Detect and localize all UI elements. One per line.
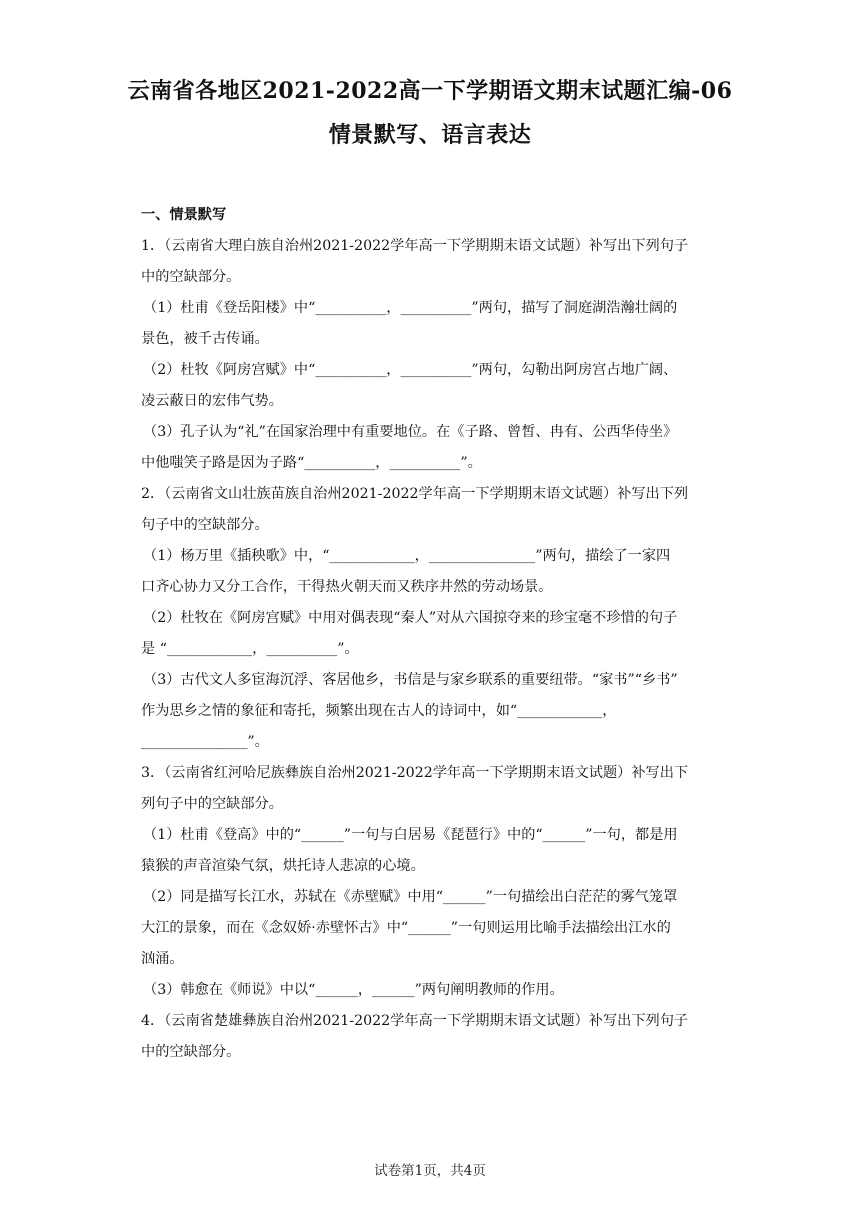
- question-1-item-1: （1）杜甫《登岳阳楼》中“__________，__________”两句，描写了洞庭湖浩瀚壮阔的: [143, 300, 678, 316]
- question-3-item-2: （2）同是描写长江水，苏轼在《赤壁赋》中用“______”一句描绘出白茫茫的雾气笼罩: [143, 889, 678, 905]
- question-3-item-3: （3）韩愈在《师说》中以“______，______”两句阐明教师的作用。: [143, 982, 564, 998]
- question-3-item-1: （1）杜甫《登高》中的“______”一句与白居易《琵琶行》中的“______”一句，都是用: [143, 827, 678, 843]
- question-2-item-2: （2）杜牧在《阿房宫赋》中用对偶表现“秦人”对从六国掠夺来的珍宝毫不珍惜的句子: [143, 610, 678, 626]
- question-2-intro-cont: 句子中的空缺部分。: [141, 517, 269, 533]
- question-1-item-3: （3）孔子认为“礼”在国家治理中有重要地位。在《子路、曾皙、冉有、公西华侍坐》: [143, 424, 678, 440]
- question-2-item-3-cont-2: _______________”。: [141, 734, 269, 750]
- question-3-item-2-cont-2: 汹涌。: [141, 951, 184, 967]
- question-2-intro: 2．（云南省文山壮族苗族自治州2021-2022学年高一下学期期末语文试题）补写出下列: [141, 486, 689, 502]
- question-3-intro-cont: 列句子中的空缺部分。: [141, 796, 283, 812]
- question-3-item-1-cont: 猿猴的声音渲染气氛，烘托诗人悲凉的心境。: [141, 858, 425, 874]
- question-2-item-3: （3）古代文人多宦海沉浮、客居他乡，书信是与家乡联系的重要纽带。“家书”“乡书”: [143, 672, 678, 688]
- question-2-item-1: （1）杨万里《插秧歌》中，“____________，_______________”两句，描绘了一家四: [143, 548, 671, 564]
- document-title-line-1: 云南省各地区2021-2022高一下学期语文期末试题汇编-06: [127, 78, 733, 104]
- question-4-intro: 4．（云南省楚雄彝族自治州2021-2022学年高一下学期期末语文试题）补写出下列句子: [141, 1013, 689, 1029]
- question-4-intro-cont: 中的空缺部分。: [141, 1044, 241, 1060]
- question-3-intro: 3．（云南省红河哈尼族彝族自治州2021-2022学年高一下学期期末语文试题）补写出下: [141, 765, 689, 781]
- section-heading: 一、情景默写: [141, 207, 227, 223]
- question-1-item-2: （2）杜牧《阿房宫赋》中“__________，__________”两句，勾勒出阿房宫占地广阔、: [143, 362, 678, 378]
- document-title-line-2: 情景默写、语言表达: [328, 122, 532, 148]
- question-2-item-3-cont: 作为思乡之情的象征和寄托，频繁出现在古人的诗词中，如“____________，: [141, 703, 617, 719]
- question-1-item-1-cont: 景色，被千古传诵。: [141, 331, 269, 347]
- document-body: [141, 200, 721, 1068]
- question-2-item-2-cont: 是 “____________，__________”。: [141, 641, 359, 657]
- page-footer: 试卷第1页，共4页: [374, 1163, 486, 1179]
- question-3-item-2-cont: 大江的景象，而在《念奴娇·赤壁怀古》中“______”一句则运用比喻手法描绘出江水的: [141, 920, 671, 936]
- question-1-item-3-cont: 中他嗤笑子路是因为子路“__________，__________”。: [141, 455, 482, 471]
- question-2-item-1-cont: 口齐心协力又分工合作，干得热火朝天而又秩序井然的劳动场景。: [141, 579, 553, 595]
- question-1-intro-cont: 中的空缺部分。: [141, 269, 241, 285]
- question-1-item-2-cont: 凌云蔽日的宏伟气势。: [141, 393, 283, 409]
- question-1-intro: 1．（云南省大理白族自治州2021-2022学年高一下学期期末语文试题）补写出下列句子: [141, 238, 689, 254]
